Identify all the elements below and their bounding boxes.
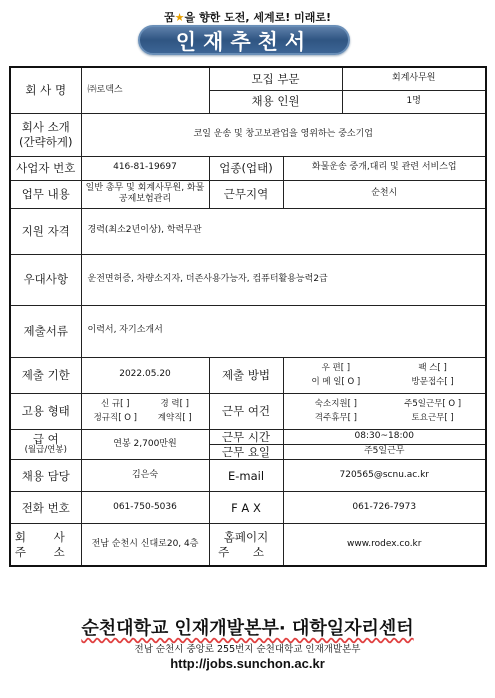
method-option[interactable]: 우 편[ ]	[321, 362, 351, 373]
method-label: 제출 방법	[209, 357, 283, 393]
recommendation-form	[9, 66, 487, 567]
cond-options	[283, 393, 486, 429]
star-icon: ★	[174, 11, 185, 24]
phone-value: 061-750-5036	[81, 492, 209, 524]
title-banner: 인재추천서	[138, 25, 350, 55]
homepage-value[interactable]: www.rodex.co.kr	[283, 524, 486, 566]
address-value: 전남 순천시 신대로20, 4층	[81, 524, 209, 566]
count-value: 1명	[342, 90, 486, 113]
slogan-text: 을 향한 도전, 세계로! 미래로!	[184, 11, 331, 24]
days-value: 주5일근무	[283, 444, 486, 459]
qual-label: 지원 자격	[10, 208, 81, 254]
qual-value: 경력(최소2년이상), 학력무관	[81, 208, 486, 254]
contact-label: 채용 담당	[10, 460, 81, 492]
intro-label-text: 회사 소개 (간략하게)	[19, 120, 73, 149]
bizno-value: 416-81-19697	[81, 156, 209, 180]
salary-value: 연봉 2,700만원	[81, 429, 209, 460]
dept-label: 모집 부문	[209, 67, 342, 90]
emp-option[interactable]: 계약직[ ]	[157, 412, 192, 423]
fax-value: 061-726-7973	[283, 492, 486, 524]
cond-label: 근무 여건	[209, 393, 283, 429]
footer-title	[0, 614, 495, 640]
address-label-line1: 회 사	[14, 530, 77, 545]
footer-address: 전남 순천시 중앙로 255번지 순천대학교 인재개발본부	[134, 644, 361, 655]
slogan-prefix: 꿈	[164, 11, 175, 24]
dept-value: 회계사무원	[342, 67, 486, 90]
homepage-label-line2: 주 소	[218, 544, 274, 559]
homepage-label	[209, 524, 283, 566]
days-label: 근무 요일	[209, 444, 283, 459]
docs-label: 제출서류	[10, 305, 81, 357]
email-value[interactable]: 720565@scnu.ac.kr	[283, 460, 486, 492]
hours-value: 08:30~18:00	[283, 429, 486, 444]
salary-label	[10, 429, 81, 460]
email-label: E-mail	[209, 460, 283, 492]
cond-option[interactable]: 격주휴무[ ]	[314, 412, 357, 423]
intro-value: 코일 운송 및 창고보관업을 영위하는 중소기업	[81, 113, 486, 156]
region-value: 순천시	[283, 180, 486, 208]
company-label: 회 사 명	[10, 67, 81, 113]
deadline-value: 2022.05.20	[81, 357, 209, 393]
cond-option[interactable]: 토요근무[ ]	[411, 412, 454, 423]
slogan	[0, 9, 495, 25]
company-value: ㈜로덱스	[81, 67, 209, 113]
type-value: 화물운송 중개,대리 및 관련 서비스업	[283, 156, 486, 180]
duty-label: 업무 내용	[10, 180, 81, 208]
cond-option[interactable]: 주5일근무[ O ]	[404, 398, 462, 409]
intro-label	[10, 113, 81, 156]
method-option[interactable]: 이 메 일[ O ]	[311, 376, 361, 387]
method-option[interactable]: 방문접수[ ]	[411, 376, 454, 387]
fax-label: F A X	[209, 492, 283, 524]
pref-value: 운전면허증, 차량소지자, 더존사용가능자, 컴퓨터활용능력2급	[81, 254, 486, 305]
cond-option[interactable]: 숙소지원[ ]	[314, 398, 357, 409]
method-option[interactable]: 팩 스[ ]	[418, 362, 447, 373]
emp-option[interactable]: 신 규[ ]	[101, 398, 130, 409]
duty-value: 일반 총무 및 회계사무원, 화물공제보험관리	[81, 180, 209, 208]
emp-label: 고용 형태	[10, 393, 81, 429]
hours-label: 근무 시간	[209, 429, 283, 444]
emp-option[interactable]: 정규직[ O ]	[93, 412, 137, 423]
docs-value: 이력서, 자기소개서	[81, 305, 486, 357]
type-label: 업종(업태)	[209, 156, 283, 180]
method-options	[283, 357, 486, 393]
emp-option[interactable]: 경 력[ ]	[160, 398, 189, 409]
footer-url-link[interactable]: http://jobs.sunchon.ac.kr	[170, 656, 325, 671]
bizno-label: 사업자 번호	[10, 156, 81, 180]
address-label-line2: 주 소	[14, 544, 77, 559]
contact-value: 김은숙	[81, 460, 209, 492]
region-label: 근무지역	[209, 180, 283, 208]
salary-label-sub: (월급/연봉)	[24, 445, 67, 456]
address-label	[10, 524, 81, 566]
pref-label: 우대사항	[10, 254, 81, 305]
count-label: 채용 인원	[209, 90, 342, 113]
homepage-label-line1: 홈페이지	[223, 530, 269, 545]
salary-label-text: 급 여	[32, 432, 59, 447]
phone-label: 전화 번호	[10, 492, 81, 524]
footer-title-text: 순천대학교 인재개발본부· 대학일자리센터	[81, 618, 414, 639]
emp-options	[81, 393, 209, 429]
deadline-label: 제출 기한	[10, 357, 81, 393]
